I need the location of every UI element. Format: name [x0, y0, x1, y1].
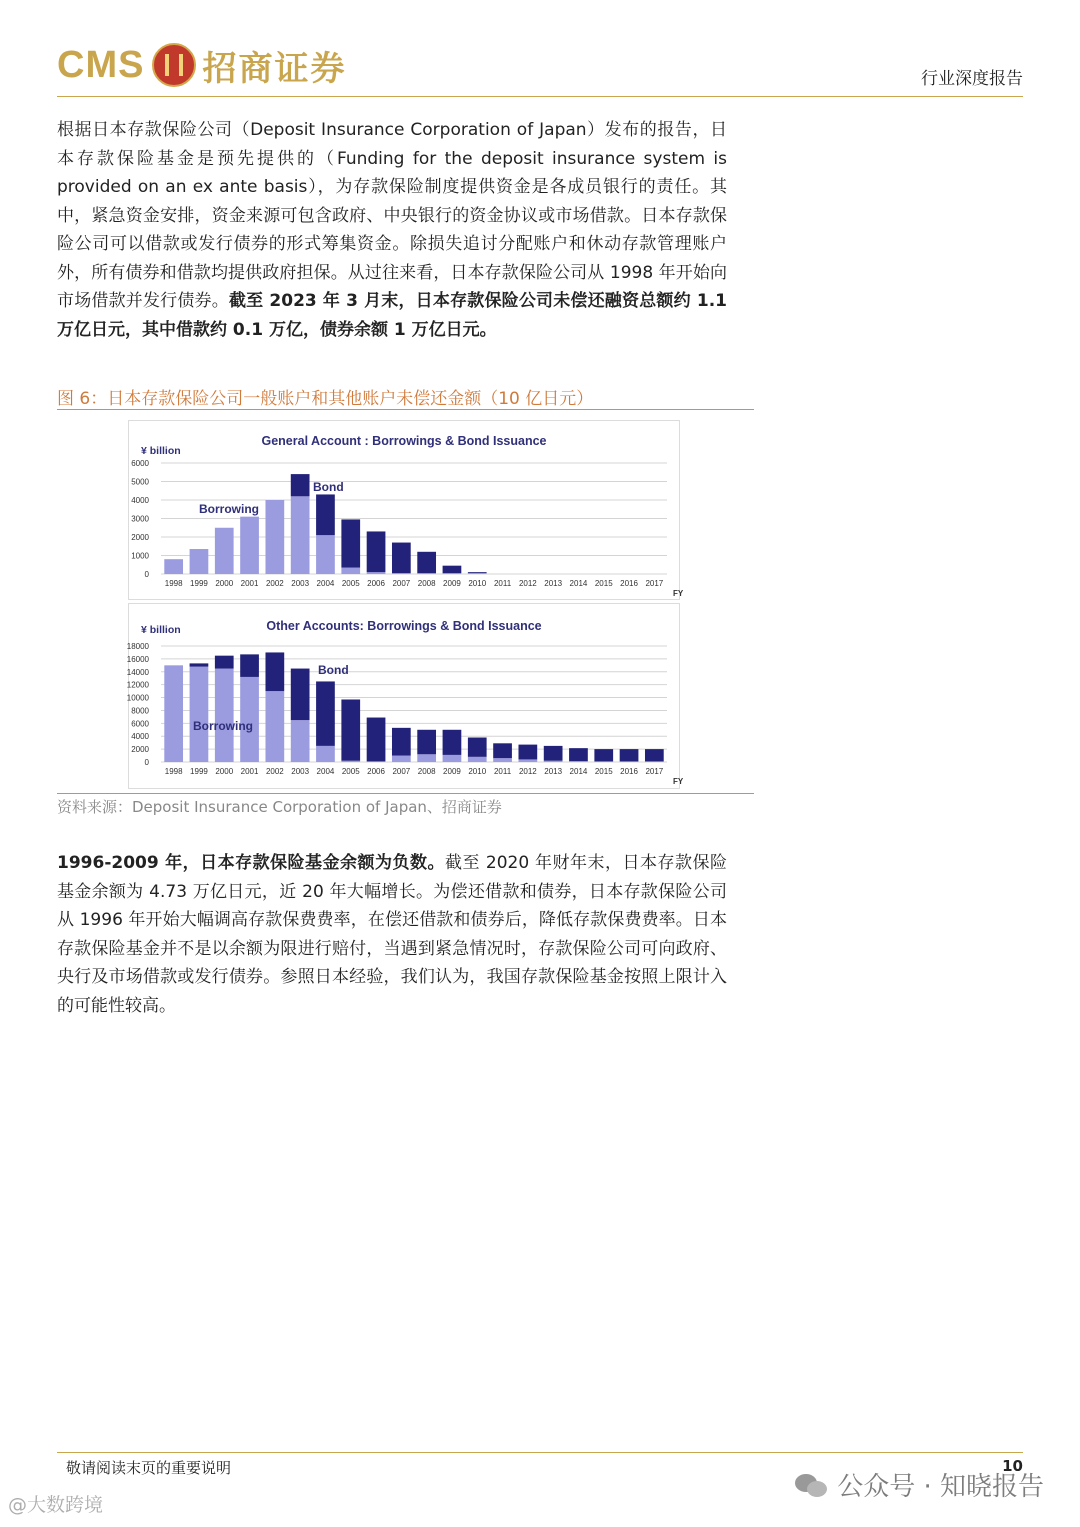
x-tick-label: 2011 — [493, 579, 512, 588]
footer-disclaimer: 敬请阅读末页的重要说明 — [66, 1459, 232, 1477]
x-tick-label: 2004 — [316, 579, 335, 588]
bar-borrowing-2002 — [265, 500, 284, 574]
y-axis-label: ¥ billion — [141, 445, 181, 457]
bar-borrowing-2000 — [215, 669, 234, 762]
bar-bond-2000 — [215, 656, 234, 669]
x-tick-label: 2008 — [417, 767, 436, 776]
bar-bond-2007 — [392, 543, 411, 574]
bar-borrowing-2009 — [443, 573, 462, 574]
x-tick-label: 2015 — [594, 579, 613, 588]
x-tick-label: 2016 — [620, 579, 638, 588]
x-tick-label: 2016 — [620, 767, 638, 776]
x-tick-label: 2008 — [417, 579, 436, 588]
x-tick-label: 2003 — [291, 767, 310, 776]
chart-title: Other Accounts: Borrowings & Bond Issuance — [266, 619, 542, 633]
x-tick-label: 2010 — [468, 767, 487, 776]
bar-bond-2006 — [367, 718, 386, 762]
other-accounts-chart — [126, 603, 684, 789]
bar-borrowing-2016 — [620, 761, 639, 762]
figure-caption: 图 6：日本存款保险公司一般账户和其他账户未偿还金额（10 亿日元） — [57, 389, 594, 409]
bar-borrowing-2004 — [316, 535, 335, 574]
bar-borrowing-1999 — [190, 667, 209, 762]
paragraph-1-segment: 根据日本存款保险公司（Deposit Insurance Corporation of Japan）发布的报告，日本存款保险基金是预先提供的（Funding for the deposit insurance system is provided on an ex ante basis），为存款保险制度提供资金是各成员银行的责任。其中，紧急资金安排，资金来源可包含政府、中央银行的资金协议或市场借款。日本存款保险公司可以借款或发行债券的形式筹集资金。除损失追讨分配账户和休动存款管理账户外，所有债券和借款均提供政府担保。从过往来看，日本存款保险公司从 1998 年开始向市场借款并发行债券。 — [57, 120, 727, 311]
y-tick-label: 2000 — [131, 745, 149, 755]
bar-bond-1999 — [190, 663, 209, 666]
bar-bond-2009 — [443, 730, 462, 755]
bar-bond-2004 — [316, 681, 335, 745]
bar-bond-2012 — [518, 745, 537, 760]
y-tick-label: 12000 — [126, 680, 149, 690]
watermark-wechat — [795, 1466, 1044, 1503]
other-accounts-chart-svg — [126, 604, 684, 790]
y-tick-label: 3000 — [131, 514, 149, 524]
x-tick-label: 2017 — [645, 767, 664, 776]
annotation-bond: Bond — [313, 480, 344, 494]
bar-bond-2011 — [493, 743, 512, 758]
x-tick-label: 2014 — [569, 767, 588, 776]
x-tick-label: 2010 — [468, 579, 487, 588]
body-paragraph-2 — [57, 849, 727, 1020]
x-tick-label: 2001 — [240, 767, 259, 776]
bar-bond-2004 — [316, 494, 335, 535]
annotation-bond: Bond — [318, 663, 349, 677]
bar-bond-2009 — [443, 566, 462, 573]
x-tick-label: 1999 — [190, 579, 208, 588]
x-tick-label: 2009 — [443, 579, 461, 588]
x-tick-label: 2012 — [518, 579, 537, 588]
bar-bond-2015 — [594, 749, 613, 761]
x-tick-label: 2007 — [392, 579, 411, 588]
bar-borrowing-2011 — [493, 758, 512, 762]
y-tick-label: 2000 — [131, 533, 149, 542]
bar-bond-2016 — [620, 749, 639, 761]
wechat-icon — [795, 1472, 829, 1498]
x-tick-label: 2017 — [645, 579, 664, 588]
bar-borrowing-2017 — [645, 761, 664, 762]
y-tick-label: 18000 — [126, 642, 149, 651]
y-tick-label: 1000 — [131, 551, 149, 561]
bar-bond-2001 — [240, 654, 259, 677]
report-type: 行业深度报告 — [921, 69, 1023, 89]
x-tick-label: 1998 — [164, 767, 183, 776]
bar-borrowing-2005 — [341, 761, 360, 762]
x-tick-label: 2001 — [240, 579, 259, 588]
figure-bottom-rule — [57, 793, 754, 794]
x-tick-label: 2006 — [367, 579, 385, 588]
bar-borrowing-2009 — [443, 755, 462, 762]
bar-borrowing-2000 — [215, 528, 234, 574]
bar-borrowing-2008 — [417, 754, 436, 762]
y-tick-label: 4000 — [131, 732, 149, 742]
bar-bond-2017 — [645, 749, 664, 761]
general-account-chart-svg — [129, 421, 684, 601]
logo-emblem-icon — [152, 43, 196, 87]
y-tick-label: 5000 — [131, 477, 149, 487]
logo-chinese: 招商证券 — [202, 48, 347, 89]
y-axis-label: ¥ billion — [141, 624, 181, 636]
bar-borrowing-2008 — [417, 573, 436, 574]
annotation-borrowing: Borrowing — [199, 502, 259, 516]
bar-bond-2005 — [341, 519, 360, 567]
bar-bond-2005 — [341, 699, 360, 760]
bar-borrowing-2007 — [392, 756, 411, 762]
x-tick-label: 2015 — [594, 767, 613, 776]
annotation-borrowing: Borrowing — [193, 719, 253, 733]
header-divider — [57, 96, 1023, 97]
x-tick-label: 2012 — [518, 767, 537, 776]
x-tick-label: 2005 — [341, 767, 360, 776]
y-tick-label: 16000 — [126, 654, 149, 664]
bar-borrowing-2010 — [468, 757, 487, 762]
paragraph-2-segment: 截至 2020 年财年末，日本存款保险基金余额为 4.73 万亿日元，近 20 年大幅增长。为偿还借款和债券，日本存款保险公司从 1996 年开始大幅调高存款保费费率，在偿还借款和债券后，降低存款保费费率。日本存款保险基金并不是以余额为限进行赔付，当遇到紧急情况时，存款保险公司可向政府、央行及市场借款或发行债券。参照日本经验，我们认为，我国存款保险基金按照上限计入的可能性较高。 — [57, 853, 727, 1016]
bar-borrowing-2012 — [518, 759, 537, 762]
x-tick-label: 2011 — [493, 767, 512, 776]
paragraph-2-segment: 1996-2009 年，日本存款保险基金余额为负数。 — [57, 853, 445, 873]
bar-borrowing-2007 — [392, 573, 411, 574]
x-tick-label: 1998 — [164, 579, 183, 588]
x-tick-label: 2009 — [443, 767, 461, 776]
x-tick-label: 2013 — [544, 579, 563, 588]
x-tick-label: 2005 — [341, 579, 360, 588]
bar-bond-2010 — [468, 738, 487, 757]
bar-borrowing-1999 — [190, 549, 209, 574]
bar-bond-2014 — [569, 748, 588, 761]
bar-borrowing-2001 — [240, 517, 259, 574]
bar-bond-2002 — [265, 652, 284, 691]
footer-divider — [57, 1452, 1023, 1453]
x-tick-label: 2006 — [367, 767, 385, 776]
y-tick-label: 8000 — [131, 706, 149, 716]
paragraph-1-segment: 截至 2023 年 3 月末，日本存款保险公司未偿还融资总额约 1.1 万亿日元，其中借款约 0.1 万亿，债券余额 1 万亿日元。 — [57, 291, 727, 340]
bar-borrowing-2013 — [544, 761, 563, 762]
bar-bond-2010 — [468, 572, 487, 573]
watermark-wechat-text: 公众号 · 知晓报告 — [837, 1472, 1044, 1502]
x-axis-label: FY — [673, 777, 684, 786]
bar-borrowing-2010 — [468, 573, 487, 574]
y-tick-label: 4000 — [131, 496, 149, 505]
bar-borrowing-1998 — [164, 665, 183, 762]
bar-borrowing-2005 — [341, 568, 360, 574]
x-axis-label: FY — [673, 589, 684, 598]
bar-bond-2008 — [417, 552, 436, 573]
figure-top-rule — [57, 409, 754, 410]
y-tick-label: 10000 — [126, 693, 149, 703]
bar-bond-2007 — [392, 728, 411, 756]
bar-borrowing-1998 — [164, 559, 183, 574]
bar-bond-2008 — [417, 730, 436, 754]
bar-borrowing-2003 — [291, 496, 310, 574]
general-account-chart — [128, 420, 684, 600]
x-tick-label: 2000 — [215, 579, 234, 588]
company-logo — [57, 40, 346, 90]
bar-borrowing-2015 — [594, 761, 613, 762]
y-tick-label: 14000 — [126, 667, 149, 677]
x-tick-label: 2014 — [569, 579, 588, 588]
x-tick-label: 2003 — [291, 579, 310, 588]
chart-title: General Account : Borrowings & Bond Issuance — [261, 434, 547, 448]
bar-bond-2003 — [291, 669, 310, 721]
y-tick-label: 0 — [144, 570, 149, 579]
page-number: 10 — [1002, 1457, 1023, 1475]
x-tick-label: 1999 — [190, 767, 208, 776]
bar-borrowing-2002 — [265, 691, 284, 762]
bar-bond-2013 — [544, 746, 563, 761]
bar-borrowing-2014 — [569, 761, 588, 762]
bar-borrowing-2004 — [316, 746, 335, 762]
x-tick-label: 2000 — [215, 767, 234, 776]
x-tick-label: 2004 — [316, 767, 335, 776]
figure-source: 资料来源：Deposit Insurance Corporation of Japan、招商证券 — [57, 798, 502, 816]
x-tick-label: 2002 — [265, 579, 284, 588]
logo-latin: CMS — [57, 43, 145, 86]
bar-borrowing-2006 — [367, 572, 386, 574]
x-tick-label: 2002 — [265, 767, 284, 776]
body-paragraph-1 — [57, 116, 727, 344]
bar-borrowing-2006 — [367, 761, 386, 762]
watermark-weibo: @大数跨境 — [8, 1494, 104, 1516]
y-tick-label: 6000 — [131, 719, 149, 729]
bar-bond-2006 — [367, 531, 386, 572]
bar-borrowing-2003 — [291, 720, 310, 762]
y-tick-label: 6000 — [131, 459, 149, 468]
x-tick-label: 2007 — [392, 767, 411, 776]
bar-bond-2003 — [291, 474, 310, 496]
y-tick-label: 0 — [144, 758, 149, 767]
x-tick-label: 2013 — [544, 767, 563, 776]
